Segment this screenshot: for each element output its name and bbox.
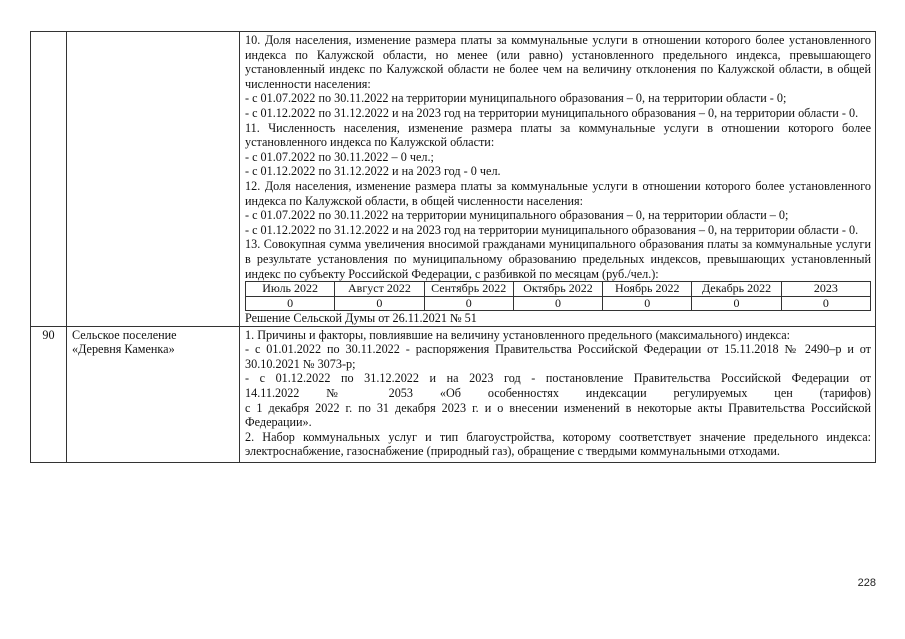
month-header: Июль 2022 [246, 282, 335, 297]
item-11-period-2: - с 01.12.2022 по 31.12.2022 и на 2023 год - 0 чел. [245, 164, 501, 179]
item-12-text: 12. Доля населения, изменение размера платы за коммунальные услуги в отношении которого более установленного индекса по Калужской области, в общей численности населения: [245, 178, 871, 208]
month-value: 0 [781, 296, 870, 311]
month-value: 0 [246, 296, 335, 311]
settlement-name-line-1: Сельское поселение [72, 327, 177, 342]
month-header: 2023 [781, 282, 870, 297]
settlement-name-line-2: «Деревня Каменка» [72, 342, 175, 357]
indices-table [30, 31, 876, 463]
decision-text: Решение Сельской Думы от 26.11.2021 № 51 [245, 311, 477, 326]
item-12-period-2: - с 01.12.2022 по 31.12.2022 и на 2023 год на территории муниципального образования – 0, на территории области - 0. [245, 222, 859, 237]
month-value-row [246, 296, 871, 311]
item-12-period-1: - с 01.07.2022 по 30.11.2022 на территории муниципального образования – 0, на территории области – 0; [245, 208, 789, 223]
month-header: Ноябрь 2022 [603, 282, 692, 297]
item-1-period-2: - с 01.12.2022 по 31.12.2022 и на 2023 год - постановление Правительства Российской Федерации от [245, 371, 871, 386]
page-number: 228 [857, 577, 876, 589]
month-value: 0 [603, 296, 692, 311]
item-10-text: 10. Доля населения, изменение размера платы за коммунальные услуги в отношении которого более установленного индекса по Калужской области, но менее (или равно) установленного предельного индекса, превышающего установленный индекс по Калужской области не более чем на величину отклонения по Калужской области, в общей численности населения: [245, 33, 871, 91]
month-value: 0 [335, 296, 424, 311]
month-value: 0 [513, 296, 602, 311]
month-header: Октябрь 2022 [513, 282, 602, 297]
item-1-resolution-title-cont: с 1 декабря 2022 г. по 31 декабря 2023 г. и о внесении изменений в некоторые акты Правительства Российской Федерации». [245, 400, 871, 430]
item-1-resolution-title: 14.11.2022 № 2053 «Об особенностях индексации регулируемых цен (тарифов) [245, 386, 871, 401]
item-11-text: 11. Численность населения, изменение размера платы за коммунальные услуги в отношении которого более установленного индекса по Калужской области: [245, 120, 871, 150]
description-cell [240, 32, 876, 327]
description-cell [240, 326, 876, 462]
item-13-text: 13. Совокупная сумма увеличения вносимой гражданами муниципального образования платы за коммунальные услуги в результате установления по муниципальному образованию предельных индексов, превышающих установленный индекс по субъекту Российской Федерации, с разбивкой по месяцам (руб./чел.): [245, 237, 871, 281]
monthly-amounts-table [245, 281, 871, 311]
table-row-90 [31, 326, 876, 462]
month-header: Август 2022 [335, 282, 424, 297]
month-header: Сентябрь 2022 [424, 282, 513, 297]
month-value: 0 [424, 296, 513, 311]
item-10-period-2: - с 01.12.2022 по 31.12.2022 и на 2023 год на территории муниципального образования – 0, на территории области - 0. [245, 105, 859, 120]
settlement-cell [67, 326, 240, 462]
month-value: 0 [692, 296, 781, 311]
item-1-period-1: - с 01.01.2022 по 30.11.2022 - распоряжения Правительства Российской Федерации от 15.11.2018 № 2490–р и от 30.10.2021 № 3073-р; [245, 342, 871, 371]
settlement-cell [67, 32, 240, 327]
month-header: Декабрь 2022 [692, 282, 781, 297]
month-header-row [246, 282, 871, 297]
row-number-cell [31, 32, 67, 327]
item-2-text: 2. Набор коммунальных услуг и тип благоустройства, которому соответствует значение предельного индекса: электроснабжение, газоснабжение (природный газ), обращение с твердыми коммунальными отходами. [245, 429, 871, 459]
item-10-period-1: - с 01.07.2022 по 30.11.2022 на территории муниципального образования – 0, на территории области - 0; [245, 91, 787, 106]
item-1-text: 1. Причины и факторы, повлиявшие на величину установленного предельного (максимального) индекса: [245, 327, 791, 342]
item-11-period-1: - с 01.07.2022 по 30.11.2022 – 0 чел.; [245, 149, 434, 164]
table-row-prev [31, 32, 876, 327]
row-number-cell: 90 [31, 326, 67, 462]
